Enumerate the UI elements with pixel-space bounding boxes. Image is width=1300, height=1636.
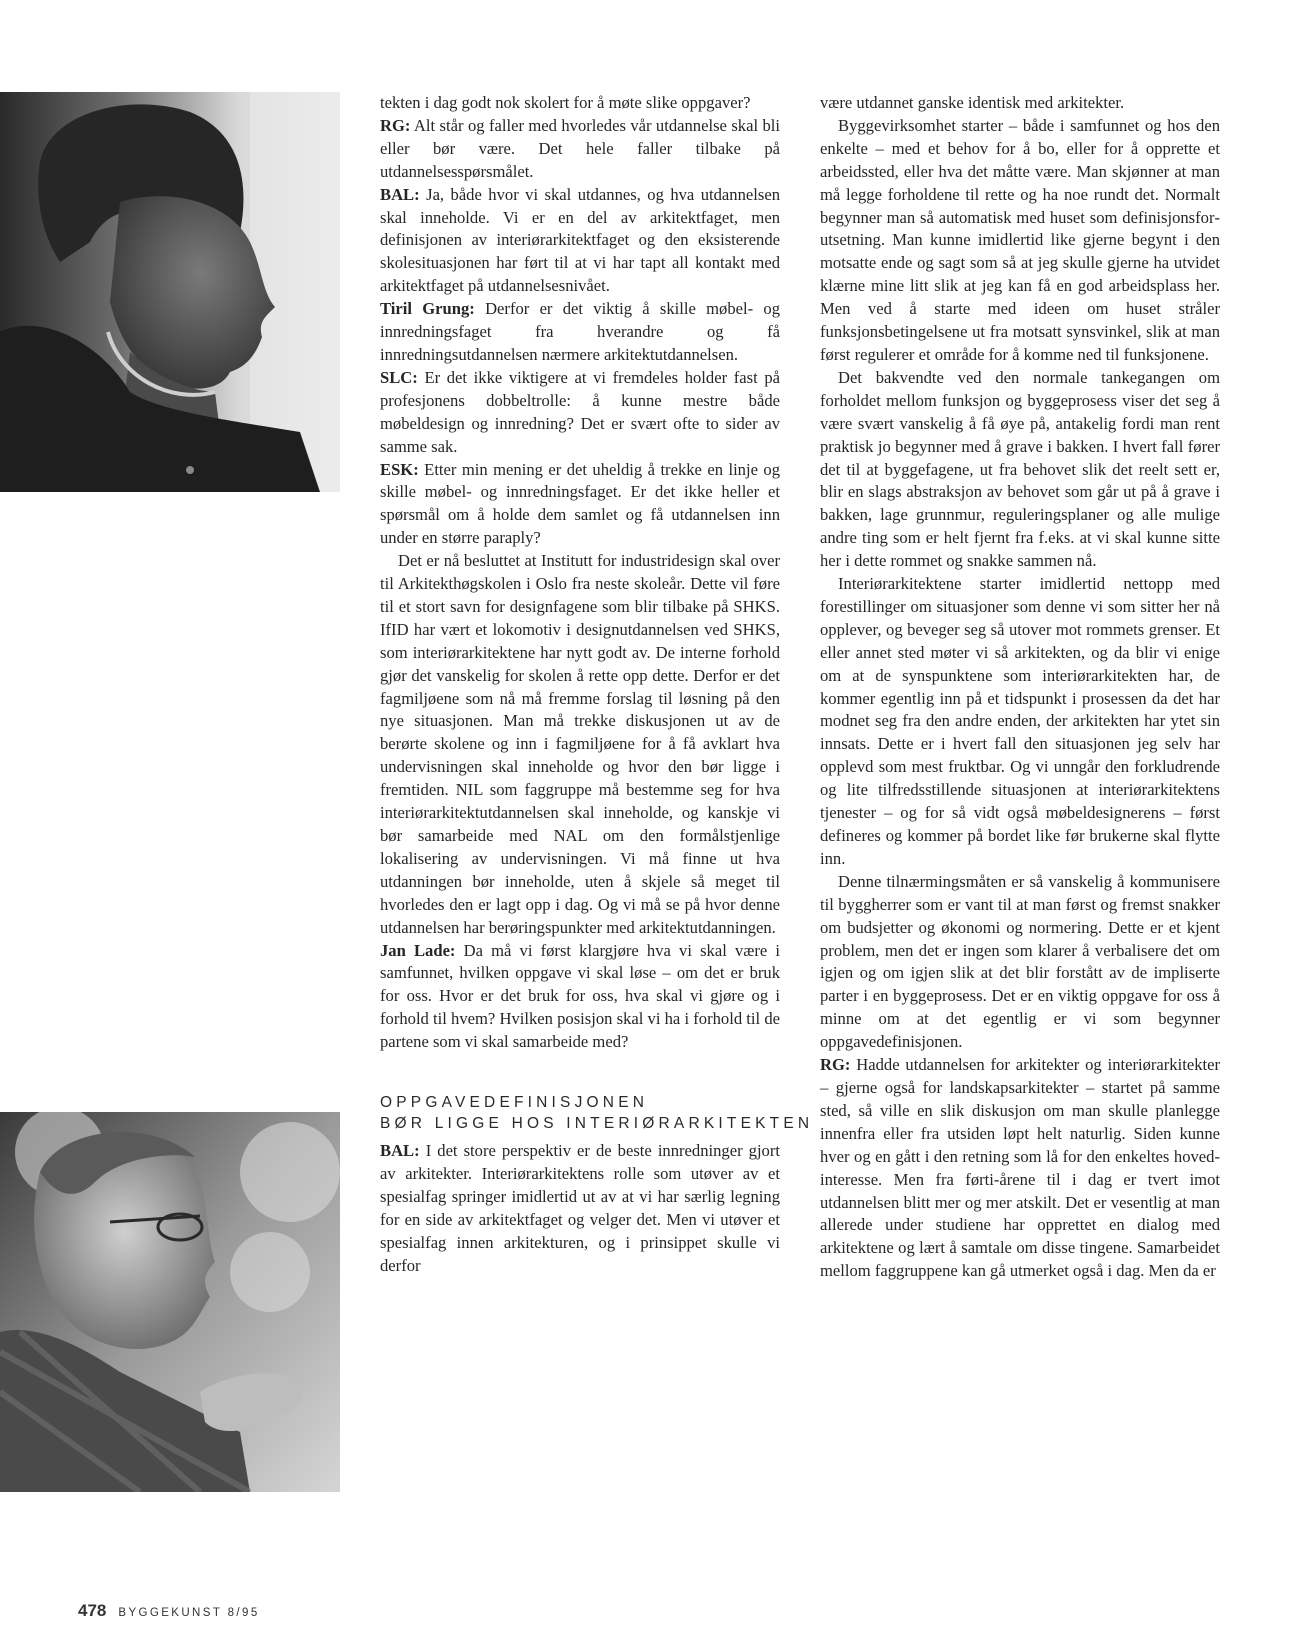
page-number: 478 [78,1601,107,1620]
speaker-label: RG: [820,1055,851,1075]
paragraph [380,115,780,184]
paragraph [380,367,780,459]
speaker-label: Tiril Grung: [380,299,475,319]
speaker-label: RG: [380,115,411,135]
paragraph-text: Interiørarkitektene starter imidlertid nettopp med forestillinger om situasjoner som denne vi som sitter her nå opplever, og beveger seg så utover mot rommets grenser. Et eller annet sted møter vi så arkitekten, og da blir vi enige om at de synspunktene som interiørarkitekten har, de kommer egentlig inn på et tidspunkt i prosessen da det har modnet seg fra den andre enden, der arkitekten har ytet sin innsats. Dette er i hvert fall den situasjonen jeg selv har opplevd som mest fruktbar. Og vi unngår den forkludrende og lite tilfredsstillende situasjonen at interiørarkitektens tjenester – og for så vidt også møbeldesignerens – først defineres og kommer på bordet like før brukerne skal flytte inn. [820,574,1220,868]
paragraph-text: Denne tilnærmingsmåten er så vanskelig å kommunisere til byggherrer som er vant til at man først og fremst snakker om budsjetter og økonomi og normering. Dette er et kjent problem, men det er ingen som klarer å verbalisere det om igjen og om igjen slik at det blir forstått av de impliserte parter i en byggeprosess. Det er en viktig oppgave for oss å minne om at det egentlig er vi som begynner oppgavedefinisjonen. [820,871,1220,1052]
paragraph [380,940,780,1055]
speaker-label: SLC: [380,367,418,387]
paragraph-text: Da må vi først klargjøre hva vi skal være i samfunnet, hvilken oppgave vi skal løse – om det er bruk for oss. Hvor er det bruk for oss, hva skal vi gjøre og i forhold til hvem? Hvilken posisjon skal vi ha i forhold til de partene som vi skal samarbeide med? [380,940,780,1052]
paragraph [820,573,1220,871]
portrait-photo-woman [0,92,340,492]
paragraph [820,92,1220,115]
text-column-right [820,92,1220,1283]
portrait-photo-man [0,1112,340,1492]
paragraph [820,367,1220,573]
page-footer [78,1601,260,1621]
paragraph-text: Hadde utdannelsen for arkitekter og interiørarkitekter – gjerne også for landskapsarkitekter – startet på samme sted, så ville en slik diskusjon om man skulle planlegge innenfra eller fra utsiden løpt helt naturlig. Siden kunne hver og en gått i den retning som lå for den enkeltes hovedinteresse. Men fra førti-årene til i dag er tvert imot utdannelsen blitt mer og mer atskilt. Det er vesentlig at man allerede under studiene har opprettet en dialog med arkitektene og lært å samtale om disse tingene. Samarbeidet mellom faggruppene kan gå utmerket også i dag. Men da er [820,1055,1220,1281]
paragraph [380,459,780,551]
paragraph [820,1054,1220,1283]
paragraph-text: tekten i dag godt nok skolert for å møte slike oppgaver? [380,93,751,112]
paragraph-text: Er det ikke viktigere at vi fremdeles holder fast på profesjonens dobbeltrolle: å kunne mestre både møbeldesign og innredning? Det er svært ofte to sider av samme sak. [380,367,780,456]
paragraph-text: Det bakvendte ved den normale tankegangen om forholdet mellom funksjon og byggeprosess viser det seg å være svært vanskelig å få øye på, antakelig fordi man rent praktisk jo begynner med å grave i bakken. I hvert fall fører det til at byggefagene, ut fra behovet slik det reelt sett er, blir en slags abstraksjon av behovet som går ut på å grave i bakken, lage grunnmur, reguleringsplaner og alle mulige andre ting som er helt fjernt fra f.eks. at vi skal kunne sitte her i dette rommet og snakke sammen nå. [820,367,1220,571]
paragraph-text: Etter min mening er det uheldig å trekke en linje og skille møbel- og innredningsfaget. Er det ikke heller et spørsmål om å holde dem samlet og få utdannelsen inn under en større paraply? [380,459,780,548]
section-heading-line: BØR LIGGE HOS INTERIØRARKITEKTEN [380,1115,814,1133]
paragraph-text: Det er nå besluttet at Institutt for industridesign skal over til Arkitekthøgskolen i Oslo fra neste skoleår. Dette vil føre til et stort savn for designfagene som blir tilbake på SHKS. IfID har vært et lokomotiv i designutdannelsen ved SHKS, som interiørarkitektene har nytt godt av. De interne forhold gjør det vanskelig for skolen å rette opp dette. Derfor er det fagmiljøene som nå må fremme forslag til løsning på den nye situasjonen. Man må trekke diskusjonen ut av de berørte skolene og inn i fagmiljøene for å få avklart hva undervisningen skal inneholde og hvor den bør ligge i fremtiden. NIL som faggruppe må bestemme seg for hva interiørarkitektutdannelsen skal inneholde, og kanskje vi bør samarbeide med NAL om den formålstjenlige lokalisering av undervisningen. Vi må finne ut hva utdanningen bør inneholde, uten å skjele så meget til hvorledes den er lagt opp i dag. Og vi må se på hvor denne utdannelsen har berøringspunkter med arkitektutdanningen. [380,551,780,937]
speaker-label: BAL: [380,1141,420,1161]
paragraph-text: I det store perspektiv er de beste innredninger gjort av arkitekter. Interiørarkitektens rolle som utøver av et spesialfag springer imidlertid ut av at vi har særlig legning for en side av arkitektfaget og velger det. Men vi utøver et spesialfag innen arkitekturen, og i prinsippet skulle vi derfor [380,1141,780,1275]
paragraph-text: Alt står og faller med hvorledes vår utdannelse skal bli eller bør være. Det hele faller tilbake på utdannelsesspørsmålet. [380,115,780,181]
paragraph-text: være utdannet ganske identisk med arkitekter. [820,93,1125,112]
section-heading-line: OPPGAVEDEFINISJONEN [380,1094,649,1112]
speaker-label: Jan Lade: [380,940,456,960]
paragraph [380,184,780,299]
paragraph [820,115,1220,367]
speaker-label: ESK: [380,459,419,479]
paragraph [380,550,780,939]
publication-name: BYGGEKUNST 8/95 [118,1607,260,1619]
paragraph [380,1140,780,1277]
paragraph [380,298,780,367]
paragraph-text: Ja, både hvor vi skal utdannes, og hva utdannelsen skal inneholde. Vi er en del av arkitektfaget, men definisjonen av interiørarkitektfaget og den eksisterende skolesituasjonen har ført til at vi har tapt all kontakt med arkitektfaget på utdannelsesnivået. [380,184,780,296]
paragraph [380,92,780,115]
paragraph [820,871,1220,1054]
section-heading [380,1092,814,1134]
paragraph-text: Byggevirksomhet starter – både i samfunnet og hos den enkelte – med et behov for å bo, eller for å opprette et arbeidssted, eller hva det måtte være. Man skjønner at man må legge forholdene til rette og ha noe rundt det. Normalt begynner man så automatisk med huset som definisjonsforutsetning. Man kunne imidlertid like gjerne begynt i den motsatte ende og sagt som så at jeg skulle gjerne ha utvidet klærne mine litt slik at jeg kan få en god arbeidsplass her. Men ved å starte med ideen om huset stråler funksjonsbetingelsene ut fra motsatt synsvinkel, slik at man først regulerer et område for å komme ned til funksjonene. [820,115,1220,364]
text-column-middle [380,92,814,1278]
paragraph-text: Derfor er det viktig å skille møbel- og innredningsfaget fra hverandre og få innredningsutdannelsen nærmere arkitektutdannelsen. [380,299,780,364]
speaker-label: BAL: [380,184,420,204]
